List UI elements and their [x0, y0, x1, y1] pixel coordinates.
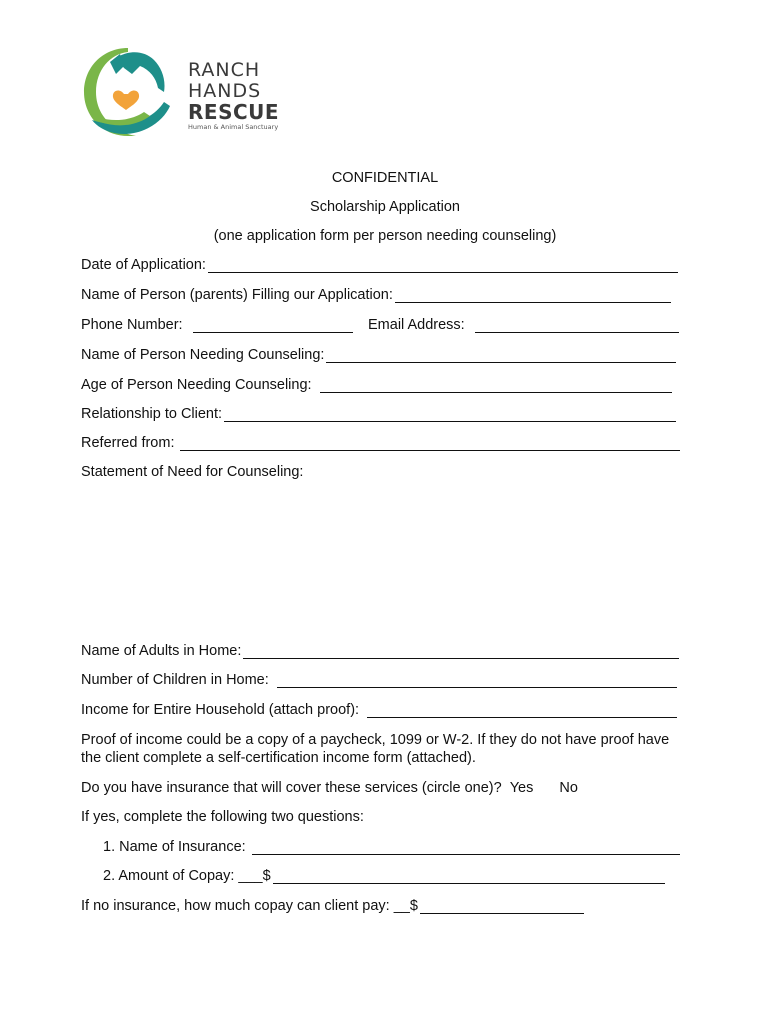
date-of-application-label: Date of Application:: [81, 257, 206, 273]
phone-label: Phone Number:: [81, 317, 183, 333]
adults-in-home-field[interactable]: [81, 643, 679, 659]
insurance-name-field[interactable]: [103, 839, 680, 855]
filler-name-label: Name of Person (parents) Filling our Application:: [81, 287, 393, 303]
phone-blank[interactable]: [193, 318, 353, 333]
copay-amount-label: 2. Amount of Copay: ___$: [103, 868, 271, 884]
relationship-blank[interactable]: [224, 407, 676, 422]
phone-field[interactable]: [81, 317, 353, 333]
household-income-field[interactable]: [81, 702, 677, 718]
confidential-heading: CONFIDENTIAL: [331, 170, 439, 186]
insurance-question: [81, 780, 578, 796]
proof-of-income-note: Proof of income could be a copy of a paycheck, 1099 or W-2. If they do not have proof have the client complete a self-certification income form (attached).: [81, 732, 670, 766]
filler-name-blank[interactable]: [395, 288, 671, 303]
email-field[interactable]: [368, 317, 679, 333]
relationship-field[interactable]: [81, 406, 676, 422]
referred-from-label: Referred from:: [81, 435, 175, 451]
relationship-label: Relationship to Client:: [81, 406, 223, 422]
household-income-blank[interactable]: [367, 703, 677, 718]
logo-word-hands: HANDS: [188, 80, 262, 102]
no-insurance-copay-label: If no insurance, how much copay can client pay: __$: [81, 898, 418, 914]
client-age-field[interactable]: [81, 377, 672, 393]
client-name-blank[interactable]: [326, 348, 676, 363]
children-in-home-field[interactable]: [81, 672, 677, 688]
children-in-home-blank[interactable]: [277, 673, 677, 688]
insurance-name-blank[interactable]: [252, 840, 680, 855]
insurance-yes-option[interactable]: Yes: [509, 780, 534, 796]
client-name-field[interactable]: [81, 347, 676, 363]
logo-word-rescue: RESCUE: [188, 100, 280, 124]
form-subtitle: (one application form per person needing counseling): [213, 228, 557, 244]
children-in-home-label: Number of Children in Home:: [81, 672, 269, 688]
date-of-application-field[interactable]: [81, 257, 678, 273]
client-age-blank[interactable]: [320, 378, 672, 393]
email-label: Email Address:: [368, 317, 465, 333]
insurance-no-option[interactable]: No: [559, 780, 578, 796]
email-blank[interactable]: [475, 318, 679, 333]
adults-in-home-blank[interactable]: [243, 644, 679, 659]
referred-from-field[interactable]: [81, 435, 680, 451]
filler-name-field[interactable]: [81, 287, 671, 303]
no-insurance-copay-field[interactable]: [81, 898, 584, 914]
if-yes-instruction: If yes, complete the following two questions:: [81, 809, 364, 825]
insurance-question-label: Do you have insurance that will cover these services (circle one)?: [81, 780, 502, 796]
copay-amount-blank[interactable]: [273, 869, 665, 884]
referred-from-blank[interactable]: [180, 436, 680, 451]
adults-in-home-label: Name of Adults in Home:: [81, 643, 242, 659]
client-name-label: Name of Person Needing Counseling:: [81, 347, 325, 363]
statement-of-need-label: Statement of Need for Counseling:: [81, 464, 304, 480]
logo-tagline: Human & Animal Sanctuary: [188, 123, 279, 131]
client-age-label: Age of Person Needing Counseling:: [81, 377, 312, 393]
insurance-name-label: 1. Name of Insurance:: [103, 839, 246, 855]
ranch-hands-rescue-logo: [80, 44, 280, 140]
copay-amount-field[interactable]: [103, 868, 665, 884]
no-insurance-copay-blank[interactable]: [420, 899, 584, 914]
form-title: Scholarship Application: [310, 199, 460, 215]
household-income-label: Income for Entire Household (attach proof):: [81, 702, 360, 718]
logo-word-ranch: RANCH: [188, 59, 261, 81]
horse-hand-heart-icon: [80, 44, 180, 140]
date-of-application-blank[interactable]: [208, 258, 678, 273]
statement-of-need-area[interactable]: [81, 488, 687, 638]
